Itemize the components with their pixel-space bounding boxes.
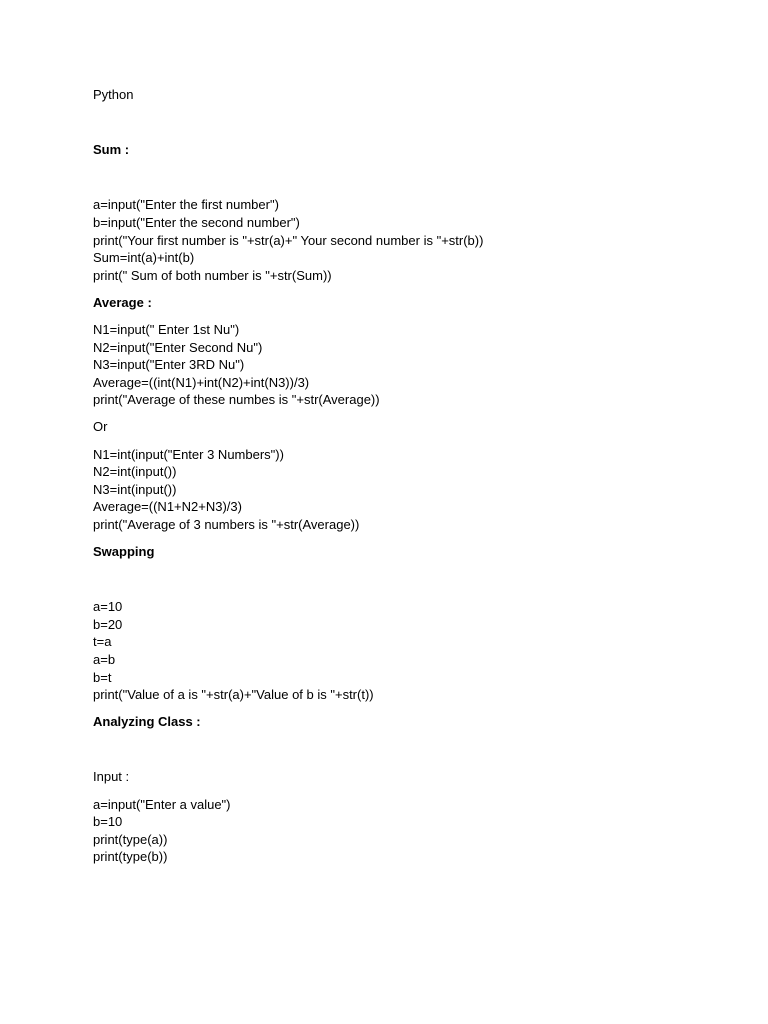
- code-block-swapping: [93, 598, 713, 704]
- code-line: a=input("Enter a value"): [93, 796, 231, 812]
- section-heading-sum: Sum :: [93, 142, 130, 158]
- code-line: b=10: [93, 814, 123, 830]
- code-line: Sum=int(a)+int(b): [93, 250, 195, 266]
- blank-line: [93, 124, 713, 142]
- code-line: b=input("Enter the second number"): [93, 214, 300, 230]
- input-label: Input :: [93, 769, 130, 785]
- blank-line: [93, 179, 713, 197]
- code-line: print(type(b)): [93, 849, 168, 865]
- section-heading-analyzing-class: Analyzing Class :: [93, 714, 201, 730]
- code-line: Average=((N1+N2+N3)/3): [93, 499, 242, 515]
- code-line: b=t: [93, 669, 112, 685]
- code-block-sum: [93, 196, 713, 284]
- code-line: print("Your first number is "+str(a)+" Your second number is "+str(b)): [93, 232, 484, 248]
- code-line: a=10: [93, 599, 123, 615]
- code-line: print(" Sum of both number is "+str(Sum)): [93, 267, 332, 283]
- section-heading-average: Average :: [93, 294, 152, 310]
- document-title: Python: [93, 87, 134, 102]
- code-line: print("Average of 3 numbers is "+str(Average)): [93, 516, 360, 532]
- code-line: b=20: [93, 616, 123, 632]
- separator-or: Or: [93, 419, 108, 435]
- code-line: N1=input(" Enter 1st Nu"): [93, 321, 240, 337]
- code-line: print("Value of a is "+str(a)+"Value of b is "+str(t)): [93, 687, 374, 703]
- code-line: a=input("Enter the first number"): [93, 197, 279, 213]
- code-block-average-alt: [93, 446, 713, 534]
- blank-line: [93, 751, 713, 769]
- code-block-average: [93, 321, 713, 409]
- code-line: N1=int(input("Enter 3 Numbers")): [93, 446, 284, 462]
- code-line: N3=int(input()): [93, 481, 177, 497]
- code-line: print(type(a)): [93, 831, 168, 847]
- section-heading-swapping: Swapping: [93, 543, 155, 559]
- code-line: a=b: [93, 651, 116, 667]
- code-line: N2=input("Enter Second Nu"): [93, 339, 263, 355]
- blank-line: [93, 581, 713, 599]
- code-line: N3=input("Enter 3RD Nu"): [93, 357, 245, 373]
- code-line: Average=((int(N1)+int(N2)+int(N3))/3): [93, 374, 310, 390]
- code-line: print("Average of these numbes is "+str(Average)): [93, 392, 380, 408]
- document-page: [93, 86, 713, 866]
- code-block-analyzing: [93, 796, 713, 866]
- code-line: N2=int(input()): [93, 464, 177, 480]
- code-line: t=a: [93, 634, 112, 650]
